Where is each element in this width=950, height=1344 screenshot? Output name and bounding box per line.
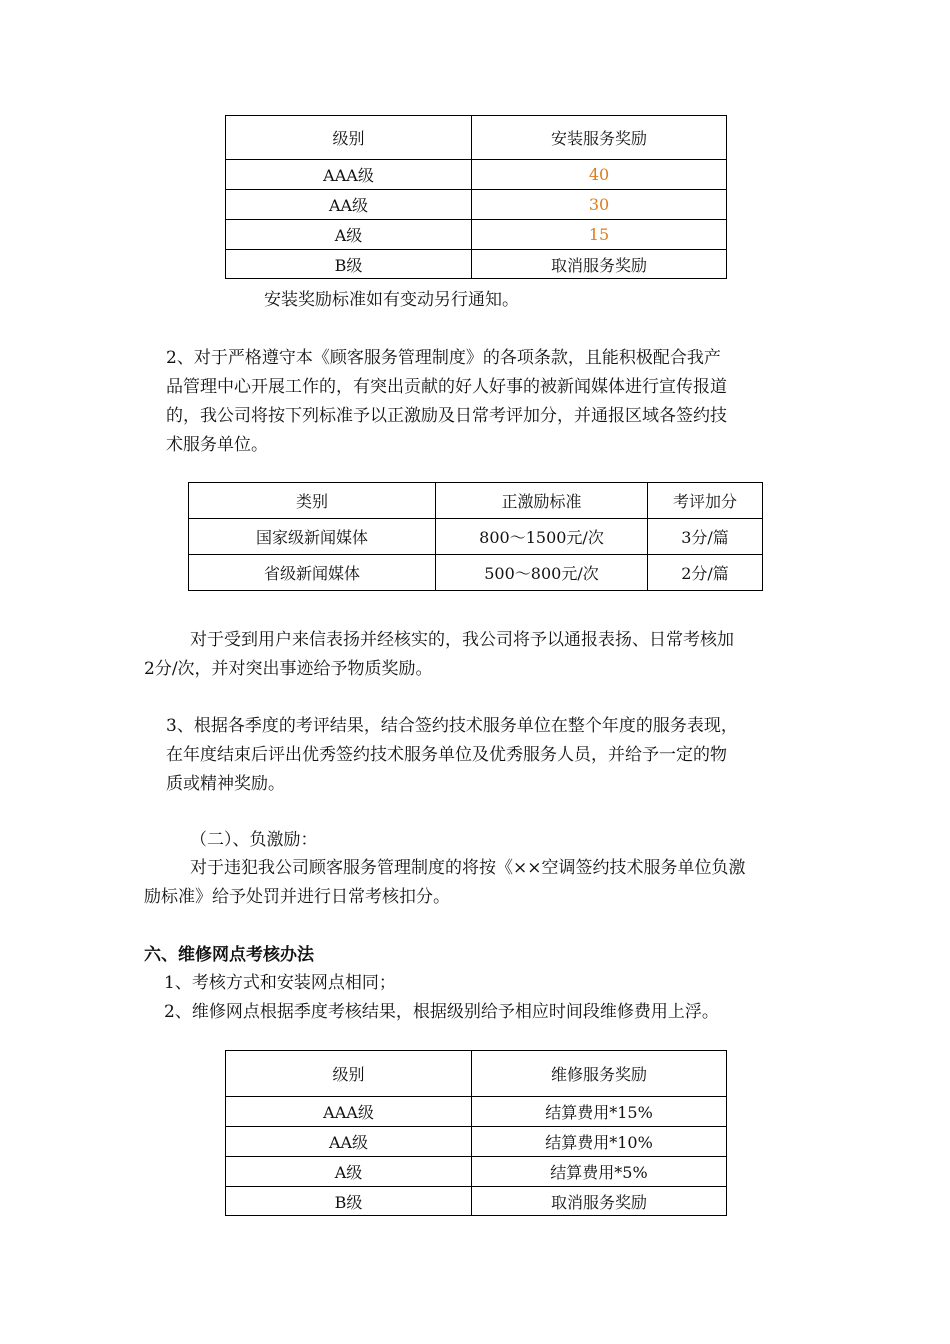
item3-line: 在年度结束后评出优秀签约技术服务单位及优秀服务人员，并给予一定的物: [166, 745, 727, 765]
table-row: [189, 555, 763, 591]
item2-line: 术服务单位。: [166, 435, 268, 455]
level-cell: AAA级: [226, 1097, 472, 1127]
negative-line: 对于违犯我公司顾客服务管理制度的将按《××空调签约技术服务单位负激: [190, 858, 746, 878]
level-cell: B级: [226, 250, 472, 279]
table-row: [226, 160, 727, 190]
level-cell: AAA级: [226, 160, 472, 190]
positive-incentive-table: [188, 482, 763, 591]
praise-line: 2分/次，并对突出事迹给予物质奖励。: [144, 659, 433, 679]
category-cell: 省级新闻媒体: [189, 555, 436, 591]
table-row: [226, 250, 727, 279]
negative-line: 励标准》给予处罚并进行日常考核扣分。: [144, 887, 450, 907]
header-level: 级别: [226, 116, 472, 160]
reward-cell: 取消服务奖励: [472, 1187, 727, 1216]
reward-cell: 15: [472, 220, 727, 250]
section6-item2: 2、维修网点根据季度考核结果，根据级别给予相应时间段维修费用上浮。: [164, 1002, 719, 1022]
reward-cell: 结算费用*15%: [472, 1097, 727, 1127]
level-cell: A级: [226, 1157, 472, 1187]
header-repair-reward: 维修服务奖励: [472, 1051, 727, 1097]
item2-line: 品管理中心开展工作的，有突出贡献的好人好事的被新闻媒体进行宣传报道: [166, 377, 727, 397]
table-row: [226, 220, 727, 250]
item2-line: 的，我公司将按下列标准予以正激励及日常考评加分，并通报区域各签约技: [166, 406, 727, 426]
praise-line: 对于受到用户来信表扬并经核实的，我公司将予以通报表扬、日常考核加: [190, 630, 734, 650]
bonus-cell: 3分/篇: [648, 519, 763, 555]
header-score-bonus: 考评加分: [648, 483, 763, 519]
reward-cell: 取消服务奖励: [472, 250, 727, 279]
install-reward-table: [225, 115, 727, 279]
table-row: [226, 1097, 727, 1127]
level-cell: B级: [226, 1187, 472, 1216]
header-install-reward: 安装服务奖励: [472, 116, 727, 160]
level-cell: AA级: [226, 1127, 472, 1157]
item3-line: 3、根据各季度的考评结果，结合签约技术服务单位在整个年度的服务表现，: [166, 716, 738, 736]
item3-line: 质或精神奖励。: [166, 774, 285, 794]
reward-cell: 40: [472, 160, 727, 190]
item2-line: 2、对于严格遵守本《顾客服务管理制度》的各项条款，且能积极配合我产: [166, 348, 721, 368]
category-cell: 国家级新闻媒体: [189, 519, 436, 555]
install-reward-note: 安装奖励标准如有变动另行通知。: [264, 290, 519, 310]
table-row: [189, 519, 763, 555]
table-header-row: [189, 483, 763, 519]
header-incentive-standard: 正激励标准: [436, 483, 648, 519]
table-header-row: [226, 116, 727, 160]
table-row: [226, 1157, 727, 1187]
header-category: 类别: [189, 483, 436, 519]
bonus-cell: 2分/篇: [648, 555, 763, 591]
standard-cell: 500～800元/次: [436, 555, 648, 591]
level-cell: AA级: [226, 190, 472, 220]
table-row: [226, 190, 727, 220]
reward-cell: 30: [472, 190, 727, 220]
section6-item1: 1、考核方式和安装网点相同；: [164, 973, 396, 993]
repair-reward-table: [225, 1050, 727, 1216]
reward-cell: 结算费用*5%: [472, 1157, 727, 1187]
section6-heading: 六、维修网点考核办法: [144, 945, 314, 965]
table-row: [226, 1187, 727, 1216]
table-row: [226, 1127, 727, 1157]
header-level: 级别: [226, 1051, 472, 1097]
reward-cell: 结算费用*10%: [472, 1127, 727, 1157]
standard-cell: 800～1500元/次: [436, 519, 648, 555]
negative-heading: （二）、负激励：: [190, 830, 318, 850]
table-header-row: [226, 1051, 727, 1097]
level-cell: A级: [226, 220, 472, 250]
